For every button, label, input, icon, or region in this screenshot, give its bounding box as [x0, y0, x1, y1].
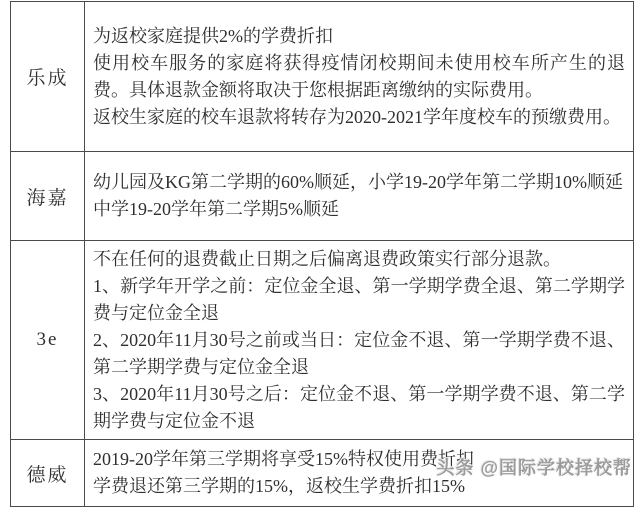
policy-cell-haijia: [85, 152, 634, 241]
policy-cell-3e: [85, 241, 634, 440]
policy-line: 幼儿园及KG第二学期的60%顺延，小学19-20学年第二学期10%顺延: [93, 172, 623, 192]
policy-line: 返校生家庭的校车退款将转存为2020-2021学年度校车的预缴费用。: [93, 106, 621, 127]
table-row: [11, 2, 634, 152]
policy-line: 学费退还第三学期的15%，返校生学费折扣15%: [93, 476, 465, 496]
policy-line: 3、2020年11月30号之后：定位金不退、第一学期学费不退、第二学期学费与定位金不退: [93, 383, 625, 431]
table-row: [11, 152, 634, 241]
school-name-3e: 3e: [11, 241, 85, 440]
policy-line: 中学19-20学年第二学期5%顺延: [93, 199, 339, 219]
watermark: [436, 454, 632, 480]
policy-line: 2019-20学年第三学期将享受15%特权使用费折扣: [93, 449, 474, 469]
policy-line: 使用校车服务的家庭将获得疫情闭校期间未使用校车所产生的退费。具体退款金额将取决于您根据距离缴纳的实际费用。: [93, 52, 625, 100]
school-name-dewei: 德威: [11, 440, 85, 507]
policy-cell-lecheng: [85, 2, 634, 152]
watermark-text: 头条 @国际学校择校帮: [436, 458, 632, 478]
school-name-haijia: 海嘉: [11, 152, 85, 241]
policy-line: 1、新学年开学之前：定位金全退、第一学期学费全退、第二学期学费与定位金全退: [93, 275, 625, 323]
policy-line: 不在任何的退费截止日期之后偏离退费政策实行部分退款。: [93, 248, 561, 269]
table-row: [11, 241, 634, 440]
policy-line: 为返校家庭提供2%的学费折扣: [93, 25, 333, 46]
refund-policy-table: [10, 1, 634, 507]
policy-line: 2、2020年11月30号之前或当日：定位金不退、第一学期学费不退、第二学期学费与定位金全退: [93, 329, 625, 377]
school-name-lecheng: 乐成: [11, 2, 85, 152]
